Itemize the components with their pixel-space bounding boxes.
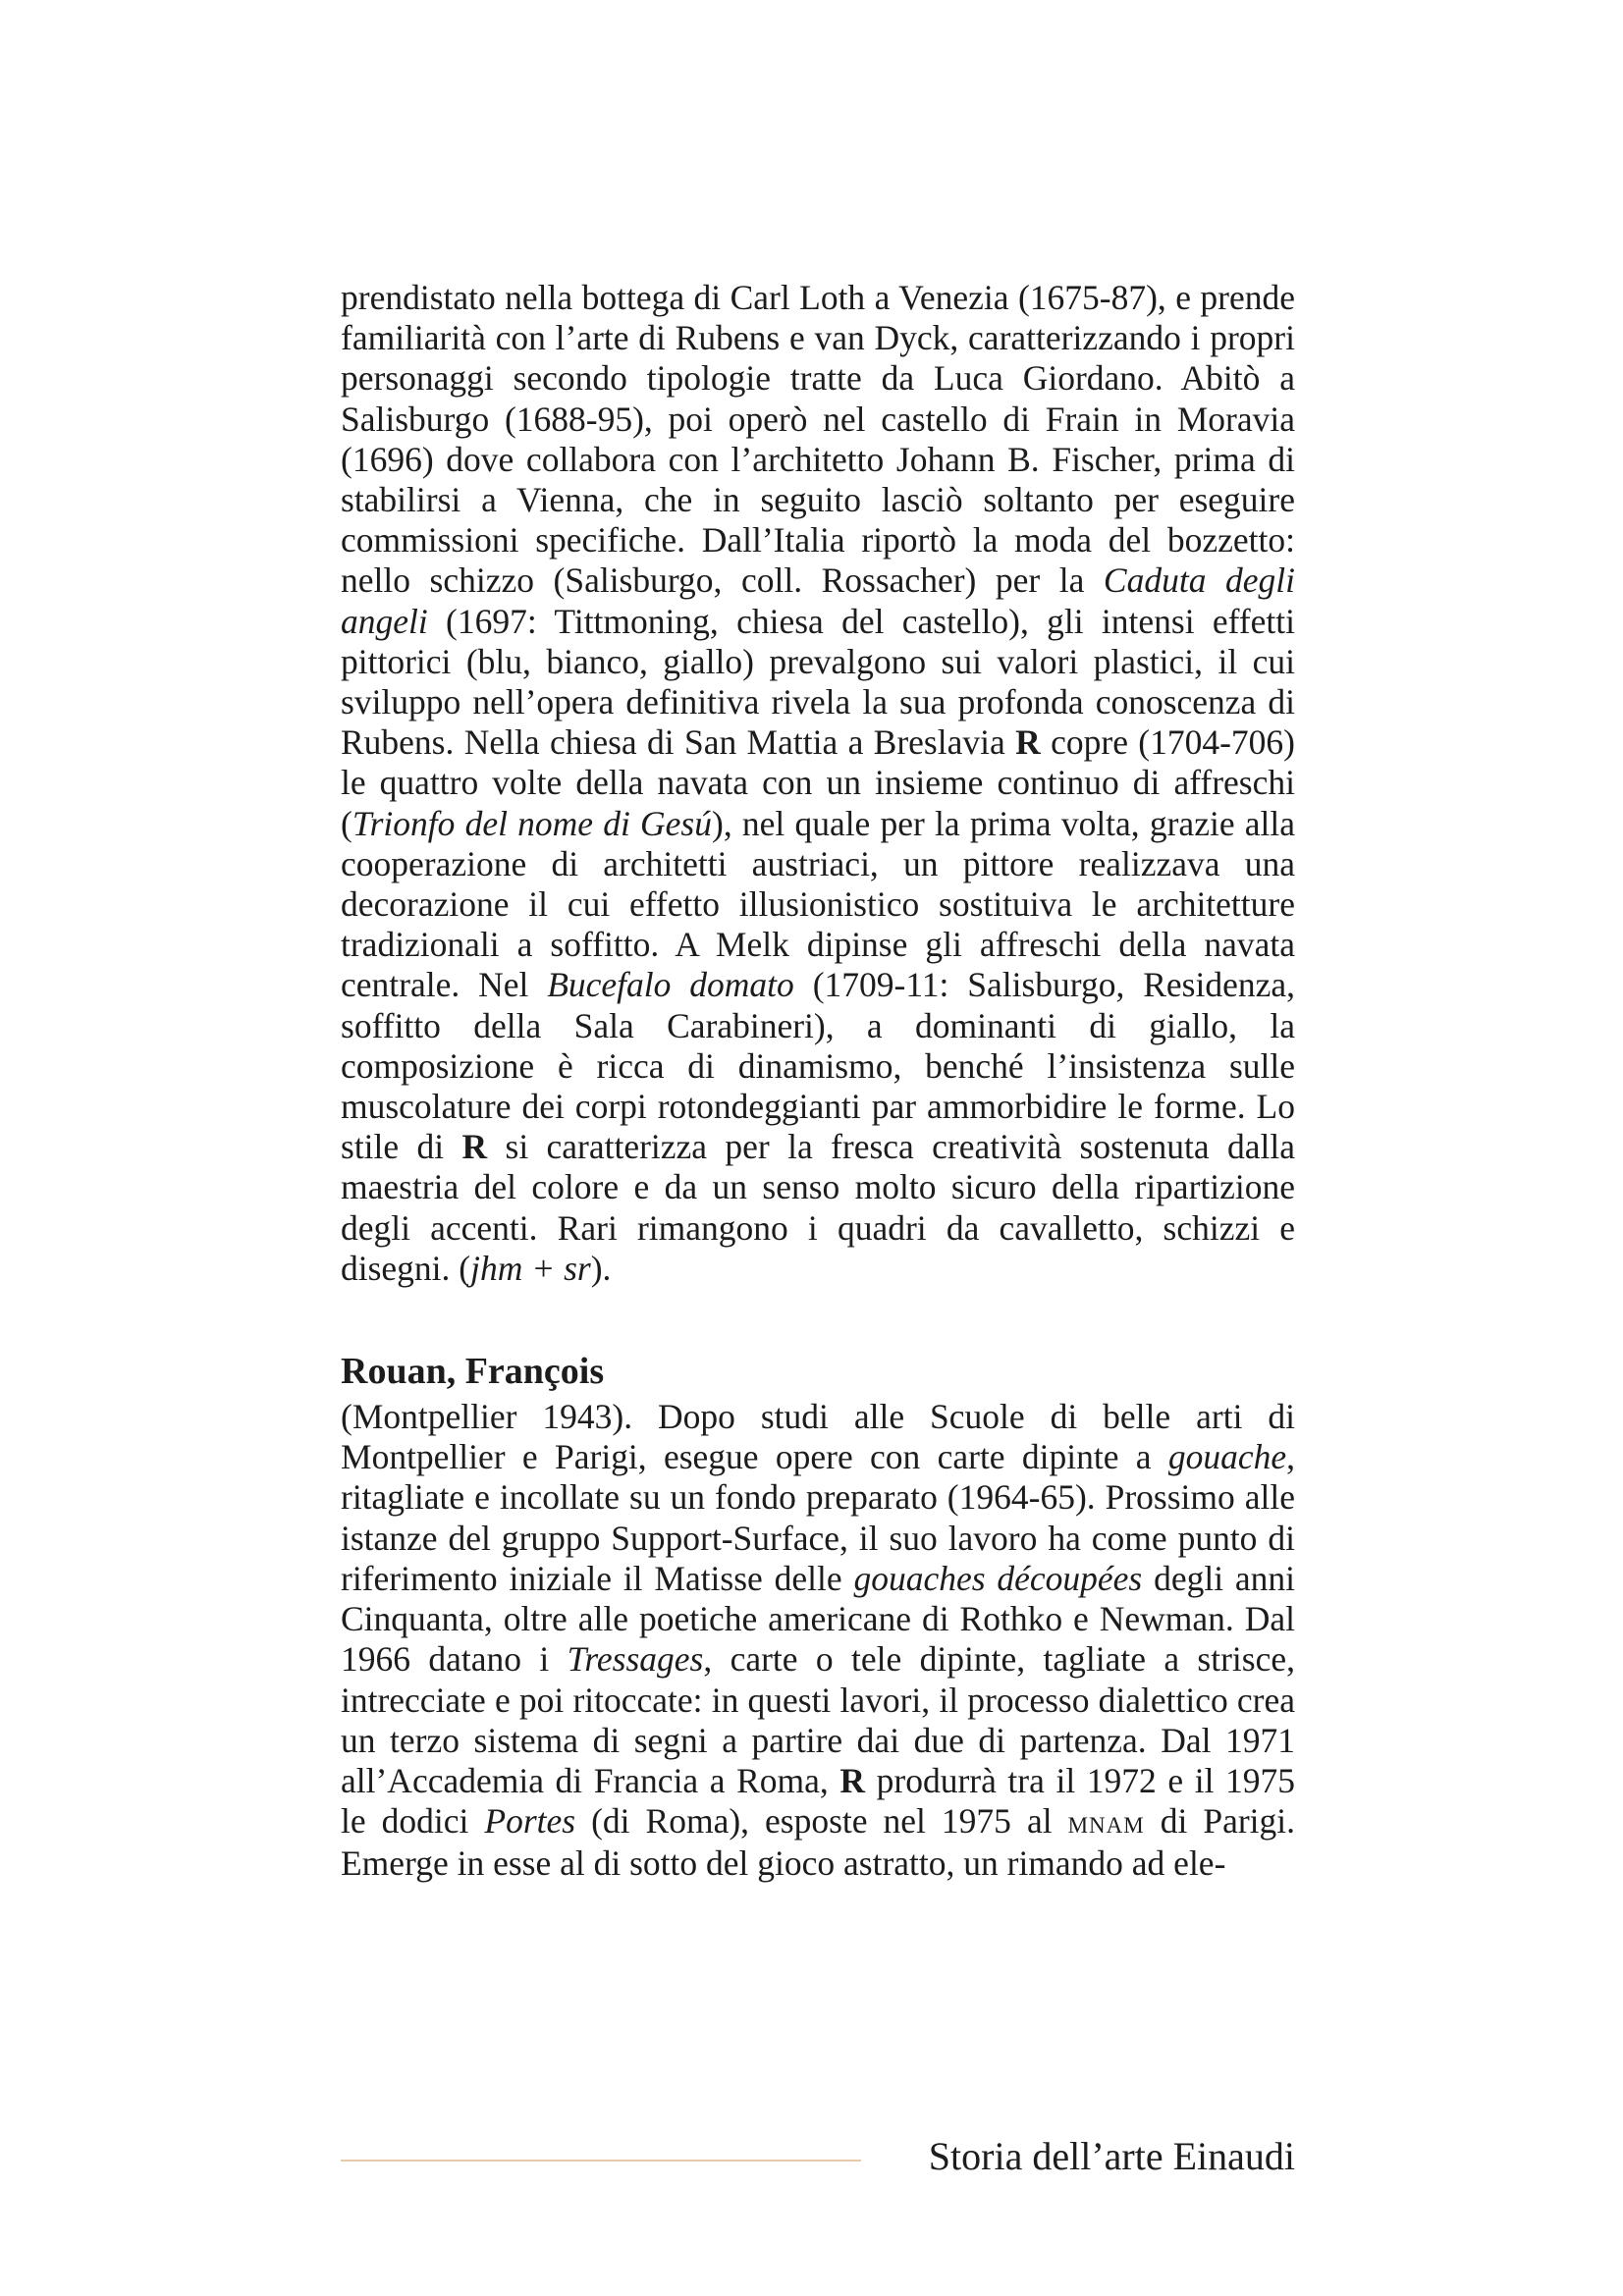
- entry-continuation-paragraph: [341, 278, 1295, 1289]
- body-text: copre (1704-706) le quattro volte della navata con un insieme continuo di affreschi (: [341, 722, 1296, 843]
- entry-initial: R: [461, 1127, 488, 1167]
- museum-acronym: mnam: [1067, 1805, 1145, 1842]
- technique-term: gouache: [1167, 1437, 1287, 1477]
- artwork-title: Tressages: [567, 1639, 704, 1680]
- artwork-title: Bucefalo domato: [547, 965, 794, 1005]
- body-text: (1709-11: Salisburgo, Residenza, soffitto della Sala Carabineri), a dominanti di giallo, la composizione è ricca di dinamismo, benché l’insistenza sulle muscolature dei corpi rotondeggianti par ammorbidire le forme. Lo stile di: [341, 965, 1295, 1167]
- entry-paragraph: [341, 1397, 1295, 1884]
- entry-heading: Rouan, François: [341, 1351, 605, 1393]
- body-text: , ritagliate e incollate su un fondo preparato (1964-65). Prossimo alle istanze del gruppo Support-Surface, il suo lavoro ha come punto di riferimento iniziale il Matisse delle: [341, 1437, 1296, 1598]
- footer-title: Storia dell’arte Einaudi: [928, 2134, 1295, 2178]
- entry-initial: R: [839, 1760, 866, 1800]
- body-text: produrrà tra il 1972 e il 1975 le dodici: [341, 1760, 1296, 1842]
- body-text: ).: [590, 1248, 612, 1288]
- body-text: ), nel quale per la prima volta, grazie alla cooperazione di architetti austriaci, un pittore realizzava una decorazione il cui effetto illusionistico sostituiva le architetture tradizionali a soffitto. A Melk dipinse gli affreschi della navata centrale. Nel: [341, 803, 1295, 1005]
- body-text: degli anni Cinquanta, oltre alle poetiche americane di Rothko e Newman. Dal 1966 datano i: [341, 1558, 1296, 1680]
- technique-term: gouaches découpées: [853, 1558, 1143, 1598]
- body-text: prendistato nella bottega di Carl Loth a Venezia (1675-87), e prende familiarità con l’arte di Rubens e van Dyck, caratterizzando i propri personaggi secondo tipologie tratte da Luca Giordano. Abitò a Salisburgo (1688-95), poi operò nel castello di Frain in Moravia (1696) dove collabora con l’architetto Johann B. Fischer, prima di stabilirsi a Vienna, che in seguito lasciò soltanto per eseguire commissioni specifiche. Dall’Italia riportò la moda del bozzetto: nello schizzo (Salisburgo, coll. Rossacher) per la: [341, 278, 1295, 601]
- author-initials: jhm + sr: [470, 1248, 591, 1288]
- body-text: si caratterizza per la fresca creatività sostenuta dalla maestria del colore e da un senso molto sicuro della ripartizione degli accenti. Rari rimangono i quadri da cavalletto, schizzi e disegni. (: [341, 1127, 1296, 1288]
- body-text: (di Roma), esposte nel 1975 al: [591, 1801, 1053, 1842]
- body-text: (1697: Tittmoning, chiesa del castello), gli intensi effetti pittorici (blu, bianco, giallo) prevalgono sui valori plastici, il cui sviluppo nell’opera definitiva rivela la sua profonda conoscenza di Rubens. Nella chiesa di San Mattia a Breslavia: [341, 601, 1296, 763]
- artwork-title: Trionfo del nome di Gesú: [352, 803, 712, 843]
- entry-initial: R: [1015, 722, 1041, 763]
- text-column: [341, 278, 1295, 1885]
- footer-rule: [341, 2160, 861, 2162]
- body-text: (Montpellier 1943). Dopo studi alle Scuole di belle arti di Montpellier e Parigi, esegue opere con carte dipinte a: [341, 1397, 1295, 1477]
- body-text: di Parigi. Emerge in esse al di sotto del gioco astratto, un rimando ad ele-: [341, 1801, 1296, 1884]
- artwork-title: Portes: [484, 1801, 576, 1842]
- page-footer: [341, 2132, 1295, 2181]
- body-text: , carte o tele dipinte, tagliate a strisce, intrecciate e poi ritoccate: in questi lavori, il processo dialettico crea un terzo sistema di segni a partire dai due di partenza. Dal 1971 all’Accademia di Francia a Roma,: [341, 1639, 1296, 1800]
- artwork-title: Caduta degli angeli: [341, 561, 1295, 641]
